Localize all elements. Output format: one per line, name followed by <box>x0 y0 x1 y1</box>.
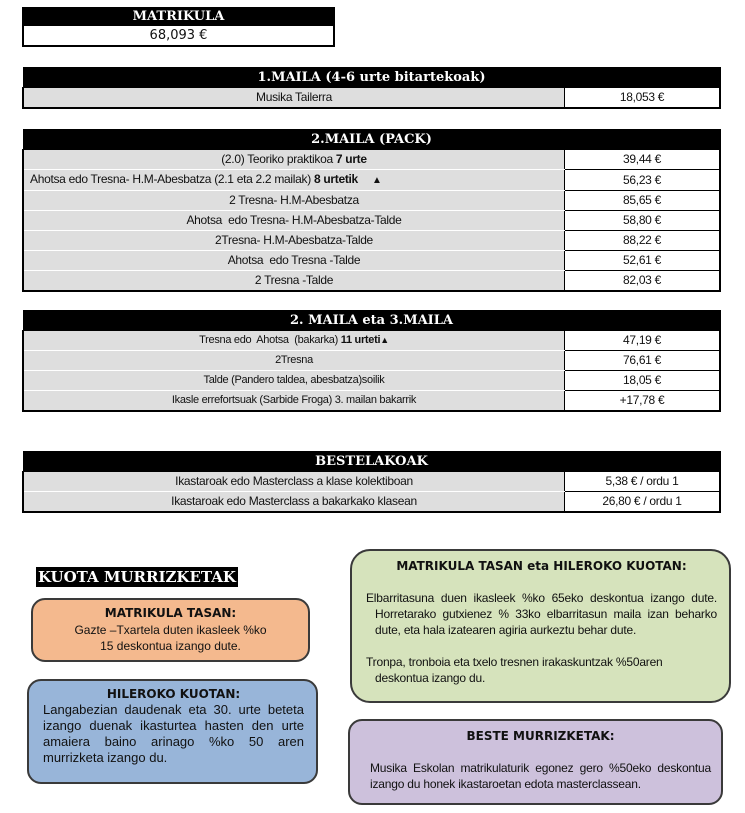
box-text: Musika Eskolan matrikulaturik egonez gero %50eko deskontua izango du honek ikastaroetan edota masterclassean. <box>370 761 711 791</box>
table-row <box>23 351 720 371</box>
matrikula-header: MATRIKULA <box>22 7 335 26</box>
row-value: 88,22 € <box>565 231 721 251</box>
kuota-murrizketak-title: KUOTA MURRIZKETAK <box>38 568 236 586</box>
table-row <box>23 231 720 251</box>
row-label: Ahotsa edo Tresna- H.M-Abesbatza-Talde <box>23 211 565 231</box>
table-row <box>23 391 720 412</box>
table-row <box>23 191 720 211</box>
paragraph-first-line: Tronpa, tronboia eta txelo tresnen irakaskuntzak %50aren <box>366 655 663 669</box>
box-paragraph <box>366 654 717 686</box>
row-label: 2Tresna- H.M-Abesbatza-Talde <box>23 231 565 251</box>
matrikula-block <box>22 7 335 47</box>
table-row <box>23 472 720 492</box>
row-value: 18,053 € <box>565 88 721 109</box>
row-label: Ikastaroak edo Masterclass a klase kolektiboan <box>23 472 565 492</box>
hileroko-kuotan-box <box>27 679 318 784</box>
row-label: Talde (Pandero taldea, abesbatza)soilik <box>23 371 565 391</box>
row-value: 5,38 € / ordu 1 <box>565 472 721 492</box>
box-title: BESTE MURRIZKETAK: <box>466 729 615 743</box>
row-label: Ahotsa edo Tresna -Talde <box>23 251 565 271</box>
box-paragraph <box>366 590 717 638</box>
table-row <box>23 170 720 191</box>
box-title: MATRIKULA TASAN: <box>104 606 237 620</box>
row-value: 26,80 € / ordu 1 <box>565 492 721 513</box>
table-row <box>23 492 720 513</box>
row-value: 85,65 € <box>565 191 721 211</box>
row-value: +17,78 € <box>565 391 721 412</box>
box-title: HILEROKO KUOTAN: <box>106 687 241 701</box>
up-arrow-icon: ▲ <box>380 335 389 345</box>
up-arrow-icon: ▲ <box>371 175 382 186</box>
row-value: 52,61 € <box>565 251 721 271</box>
row-label: 2Tresna <box>23 351 565 371</box>
label-bold: 7 urte <box>335 152 367 166</box>
maila23-header: 2. MAILA eta 3.MAILA <box>23 311 720 331</box>
label-text: Ahotsa edo Tresna- H.M-Abesbatza (2.1 eta 2.2 mailak) <box>30 172 314 186</box>
paragraph-rest: Horretarako gutxienez % 33ko elbarritasun maila izan beharko dute, eta hala izatearen agiria aurkeztu behar dute. <box>375 607 717 637</box>
row-value: 82,03 € <box>565 271 721 292</box>
beste-murrizketak-box <box>348 719 723 805</box>
paragraph-rest: deskontua izango du. <box>375 671 486 685</box>
box-text: Langabezian daudenak eta 30. urte beteta izango duenak ikasturtea hasten den urte amaiera baino arinago %ko 50 aren murrizketa izango du. <box>43 702 304 765</box>
row-value: 76,61 € <box>565 351 721 371</box>
row-label: Ikastaroak edo Masterclass a bakarkako klasean <box>23 492 565 513</box>
label-bold: 11 urteti <box>340 334 381 346</box>
row-label <box>23 331 565 351</box>
maila1-header: 1.MAILA (4-6 urte bitartekoak) <box>23 68 720 88</box>
table-row <box>23 331 720 351</box>
table-row <box>23 211 720 231</box>
table-row <box>23 88 720 109</box>
label-text: (2.0) Teoriko praktikoa <box>221 152 336 166</box>
maila23-table <box>22 310 721 412</box>
label-bold: 8 urtetik <box>313 172 358 186</box>
box-text: Gazte –Txartela duten ikasleek %ko 15 deskontua izango dute. <box>74 623 267 653</box>
matrikula-tasan-box <box>31 598 310 662</box>
row-label <box>23 150 565 170</box>
row-label: 2 Tresna -Talde <box>23 271 565 292</box>
table-row <box>23 251 720 271</box>
row-label: Musika Tailerra <box>23 88 565 109</box>
row-value: 18,05 € <box>565 371 721 391</box>
matrikula-eta-hileroko-box <box>350 549 731 703</box>
box-title: MATRIKULA TASAN eta HILEROKO KUOTAN: <box>396 559 687 573</box>
paragraph-first-line: Elbarritasuna duen ikasleek %ko 65eko deskontua izango dute. <box>366 591 717 605</box>
row-label: 2 Tresna- H.M-Abesbatza <box>23 191 565 211</box>
table-row <box>23 271 720 292</box>
label-text: Tresna edo Ahotsa (bakarka) <box>199 334 341 346</box>
row-value: 58,80 € <box>565 211 721 231</box>
maila2-header: 2.MAILA (PACK) <box>23 130 720 150</box>
maila2-table <box>22 129 721 292</box>
row-label <box>23 170 565 191</box>
maila1-table <box>22 67 721 109</box>
row-value: 47,19 € <box>565 331 721 351</box>
table-row <box>23 371 720 391</box>
row-value: 39,44 € <box>565 150 721 170</box>
matrikula-value: 68,093 € <box>22 26 335 47</box>
bestelakoak-header: BESTELAKOAK <box>23 452 720 472</box>
row-value: 56,23 € <box>565 170 721 191</box>
row-label: Ikasle errefortsuak (Sarbide Froga) 3. mailan bakarrik <box>23 391 565 412</box>
table-row <box>23 150 720 170</box>
bestelakoak-table <box>22 451 721 513</box>
